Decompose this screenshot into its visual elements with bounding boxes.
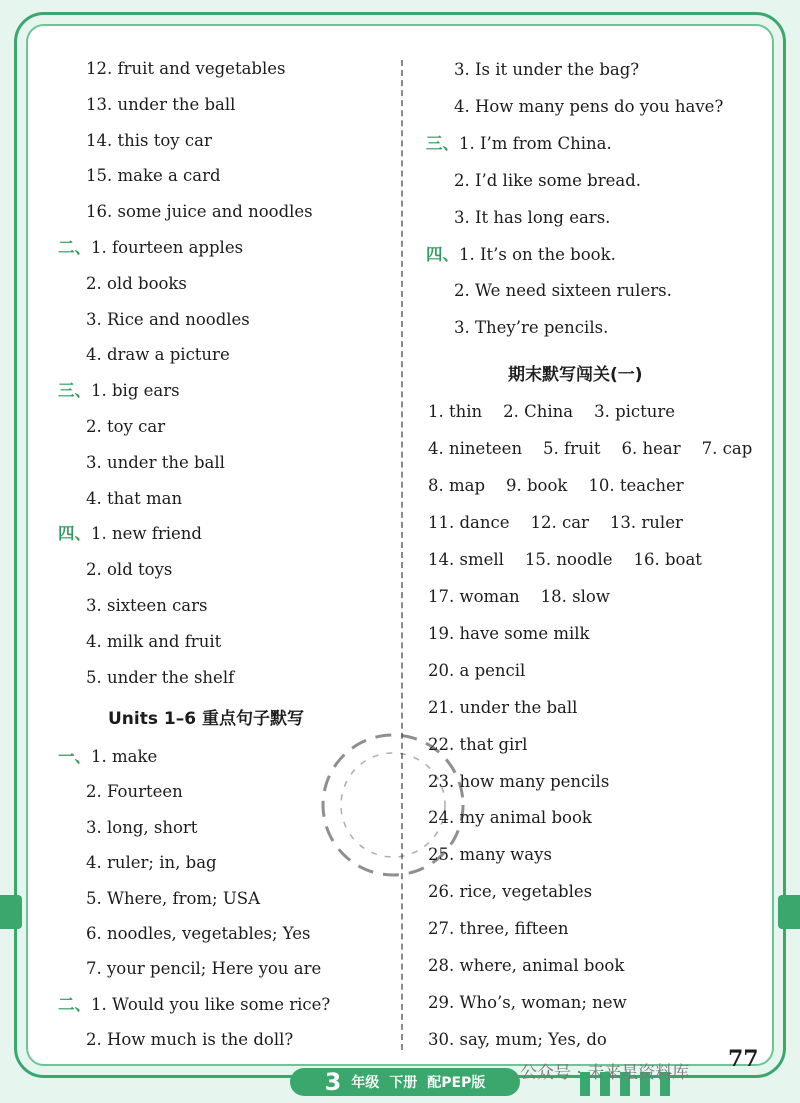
edition-label: 配PEP版	[427, 1075, 486, 1091]
answer-line	[454, 59, 639, 81]
answer-line	[426, 244, 616, 266]
answer-line	[86, 667, 234, 689]
answer-text: 4. milk and fruit	[86, 631, 222, 651]
answer-text: 1. new friend	[91, 524, 202, 544]
answer-line	[454, 96, 723, 118]
section-number-mark: 三、	[58, 381, 91, 401]
answer-line	[86, 559, 172, 581]
answer-line	[86, 201, 313, 223]
answer-text: 5. under the shelf	[86, 667, 235, 687]
answer-line: 26. rice, vegetables	[428, 882, 593, 902]
left-side-tab	[0, 895, 22, 929]
answer-text: 2. toy car	[86, 417, 166, 436]
answer-text: 2. I’d like some bread.	[454, 170, 642, 190]
watermark-text: 公众号 · 未来星资料库	[520, 1063, 690, 1083]
answer-text: 6. noodles, vegetables; Yes	[86, 924, 311, 943]
answer-line	[86, 165, 221, 187]
answer-text: 4. ruler; in, bag	[86, 853, 217, 873]
answer-line	[86, 781, 183, 803]
answer-line	[86, 958, 321, 980]
grade-label: 年级	[351, 1075, 380, 1091]
answer-line	[58, 746, 157, 768]
answer-line	[58, 380, 180, 402]
answer-text: 1. Would you like some rice?	[91, 994, 331, 1014]
answer-line	[86, 595, 208, 617]
answer-line	[454, 317, 608, 339]
answer-line	[86, 309, 250, 331]
answer-text: 2. old books	[86, 273, 187, 293]
term-label: 下册	[389, 1075, 418, 1091]
section-number-mark: 四、	[426, 244, 459, 264]
answer-text: 3. under the ball	[86, 452, 225, 472]
answer-line	[86, 344, 230, 366]
answer-text: 13. under the ball	[86, 94, 236, 114]
answer-text: 3. They’re pencils.	[454, 318, 609, 338]
answer-line	[86, 852, 217, 874]
answer-text: 4. How many pens do you have?	[454, 96, 724, 116]
answer-line	[86, 452, 225, 474]
section-number-mark: 一、	[58, 747, 91, 766]
answer-line: 24. my animal book	[428, 808, 592, 828]
right-side-tab	[778, 895, 800, 929]
answer-line	[86, 273, 187, 295]
right-section-heading: 期末默写闯关(一)	[508, 365, 643, 385]
answer-line: 25. many ways	[428, 845, 552, 865]
answer-line: 8. map 9. book 10. teacher	[428, 475, 684, 495]
answer-text: 2. How much is the doll?	[86, 1030, 294, 1050]
answer-text: 4. that man	[86, 488, 183, 508]
page-number: 77	[728, 1046, 759, 1072]
answer-line: 19. have some milk	[428, 623, 590, 643]
answer-line: 1. thin 2. China 3. picture	[428, 402, 676, 421]
answer-text: 14. this toy car	[86, 130, 212, 150]
answer-text: 3. sixteen cars	[86, 596, 208, 615]
answer-text: 16. some juice and noodles	[86, 202, 313, 222]
section-number-mark: 二、	[58, 238, 91, 257]
answer-text: 1. I’m from China.	[459, 133, 612, 153]
answer-line	[86, 1029, 293, 1051]
answer-text: 1. It’s on the book.	[459, 244, 616, 264]
answer-text: 3. It has long ears.	[454, 207, 611, 227]
answer-line: 28. where, animal book	[428, 956, 625, 976]
answer-line	[58, 523, 202, 545]
section-number-mark: 四、	[58, 524, 91, 544]
answer-text: 5. Where, from; USA	[86, 888, 260, 908]
answer-text: 2. old toys	[86, 560, 173, 580]
answer-text: 2. Fourteen	[86, 782, 183, 802]
answer-text: 1. big ears	[91, 381, 180, 401]
answer-line: 20. a pencil	[428, 660, 526, 680]
answer-line	[86, 923, 311, 945]
answer-line: 29. Who’s, woman; new	[428, 993, 627, 1013]
answer-line	[454, 207, 610, 229]
grade-number: 3	[324, 1068, 342, 1096]
answer-line	[58, 994, 330, 1016]
answer-text: 1. fourteen apples	[91, 238, 244, 257]
answer-line	[86, 631, 221, 653]
section-number-mark: 二、	[58, 994, 91, 1014]
answer-line: 23. how many pencils	[428, 771, 610, 791]
answer-line	[86, 488, 182, 510]
answer-line	[86, 130, 212, 152]
answer-line: 21. under the ball	[428, 697, 578, 717]
left-section-heading: Units 1–6 重点句子默写	[108, 709, 304, 729]
section-number-mark: 三、	[426, 133, 459, 153]
answer-line	[86, 58, 285, 80]
answer-text: 12. fruit and vegetables	[86, 59, 286, 78]
answer-line	[426, 133, 612, 155]
answer-line	[58, 237, 243, 259]
answer-text: 3. Is it under the bag?	[454, 60, 640, 79]
answer-text: 2. We need sixteen rulers.	[454, 281, 672, 301]
column-divider	[401, 60, 403, 1050]
answer-text: 15. make a card	[86, 166, 221, 186]
answer-line: 22. that girl	[428, 734, 528, 754]
answer-line	[86, 817, 197, 839]
answer-line	[86, 94, 235, 116]
answer-text: 3. long, short	[86, 817, 198, 837]
answer-line	[454, 170, 641, 192]
answer-line: 14. smell 15. noodle 16. boat	[428, 549, 702, 569]
answer-line: 11. dance 12. car 13. ruler	[428, 512, 683, 532]
answer-line	[454, 280, 672, 302]
answer-text: 3. Rice and noodles	[86, 309, 250, 329]
answer-text: 7. your pencil; Here you are	[86, 959, 322, 979]
grade-badge	[290, 1068, 520, 1096]
answer-line: 30. say, mum; Yes, do	[428, 1030, 607, 1050]
answer-line: 17. woman 18. slow	[428, 586, 610, 606]
answer-line	[86, 416, 165, 438]
answer-line: 27. three, fifteen	[428, 919, 569, 939]
answer-line: 4. nineteen 5. fruit 6. hear 7. cap	[428, 438, 753, 458]
answer-line	[86, 888, 260, 910]
answer-text: 4. draw a picture	[86, 345, 230, 365]
answer-text: 1. make	[91, 747, 158, 766]
